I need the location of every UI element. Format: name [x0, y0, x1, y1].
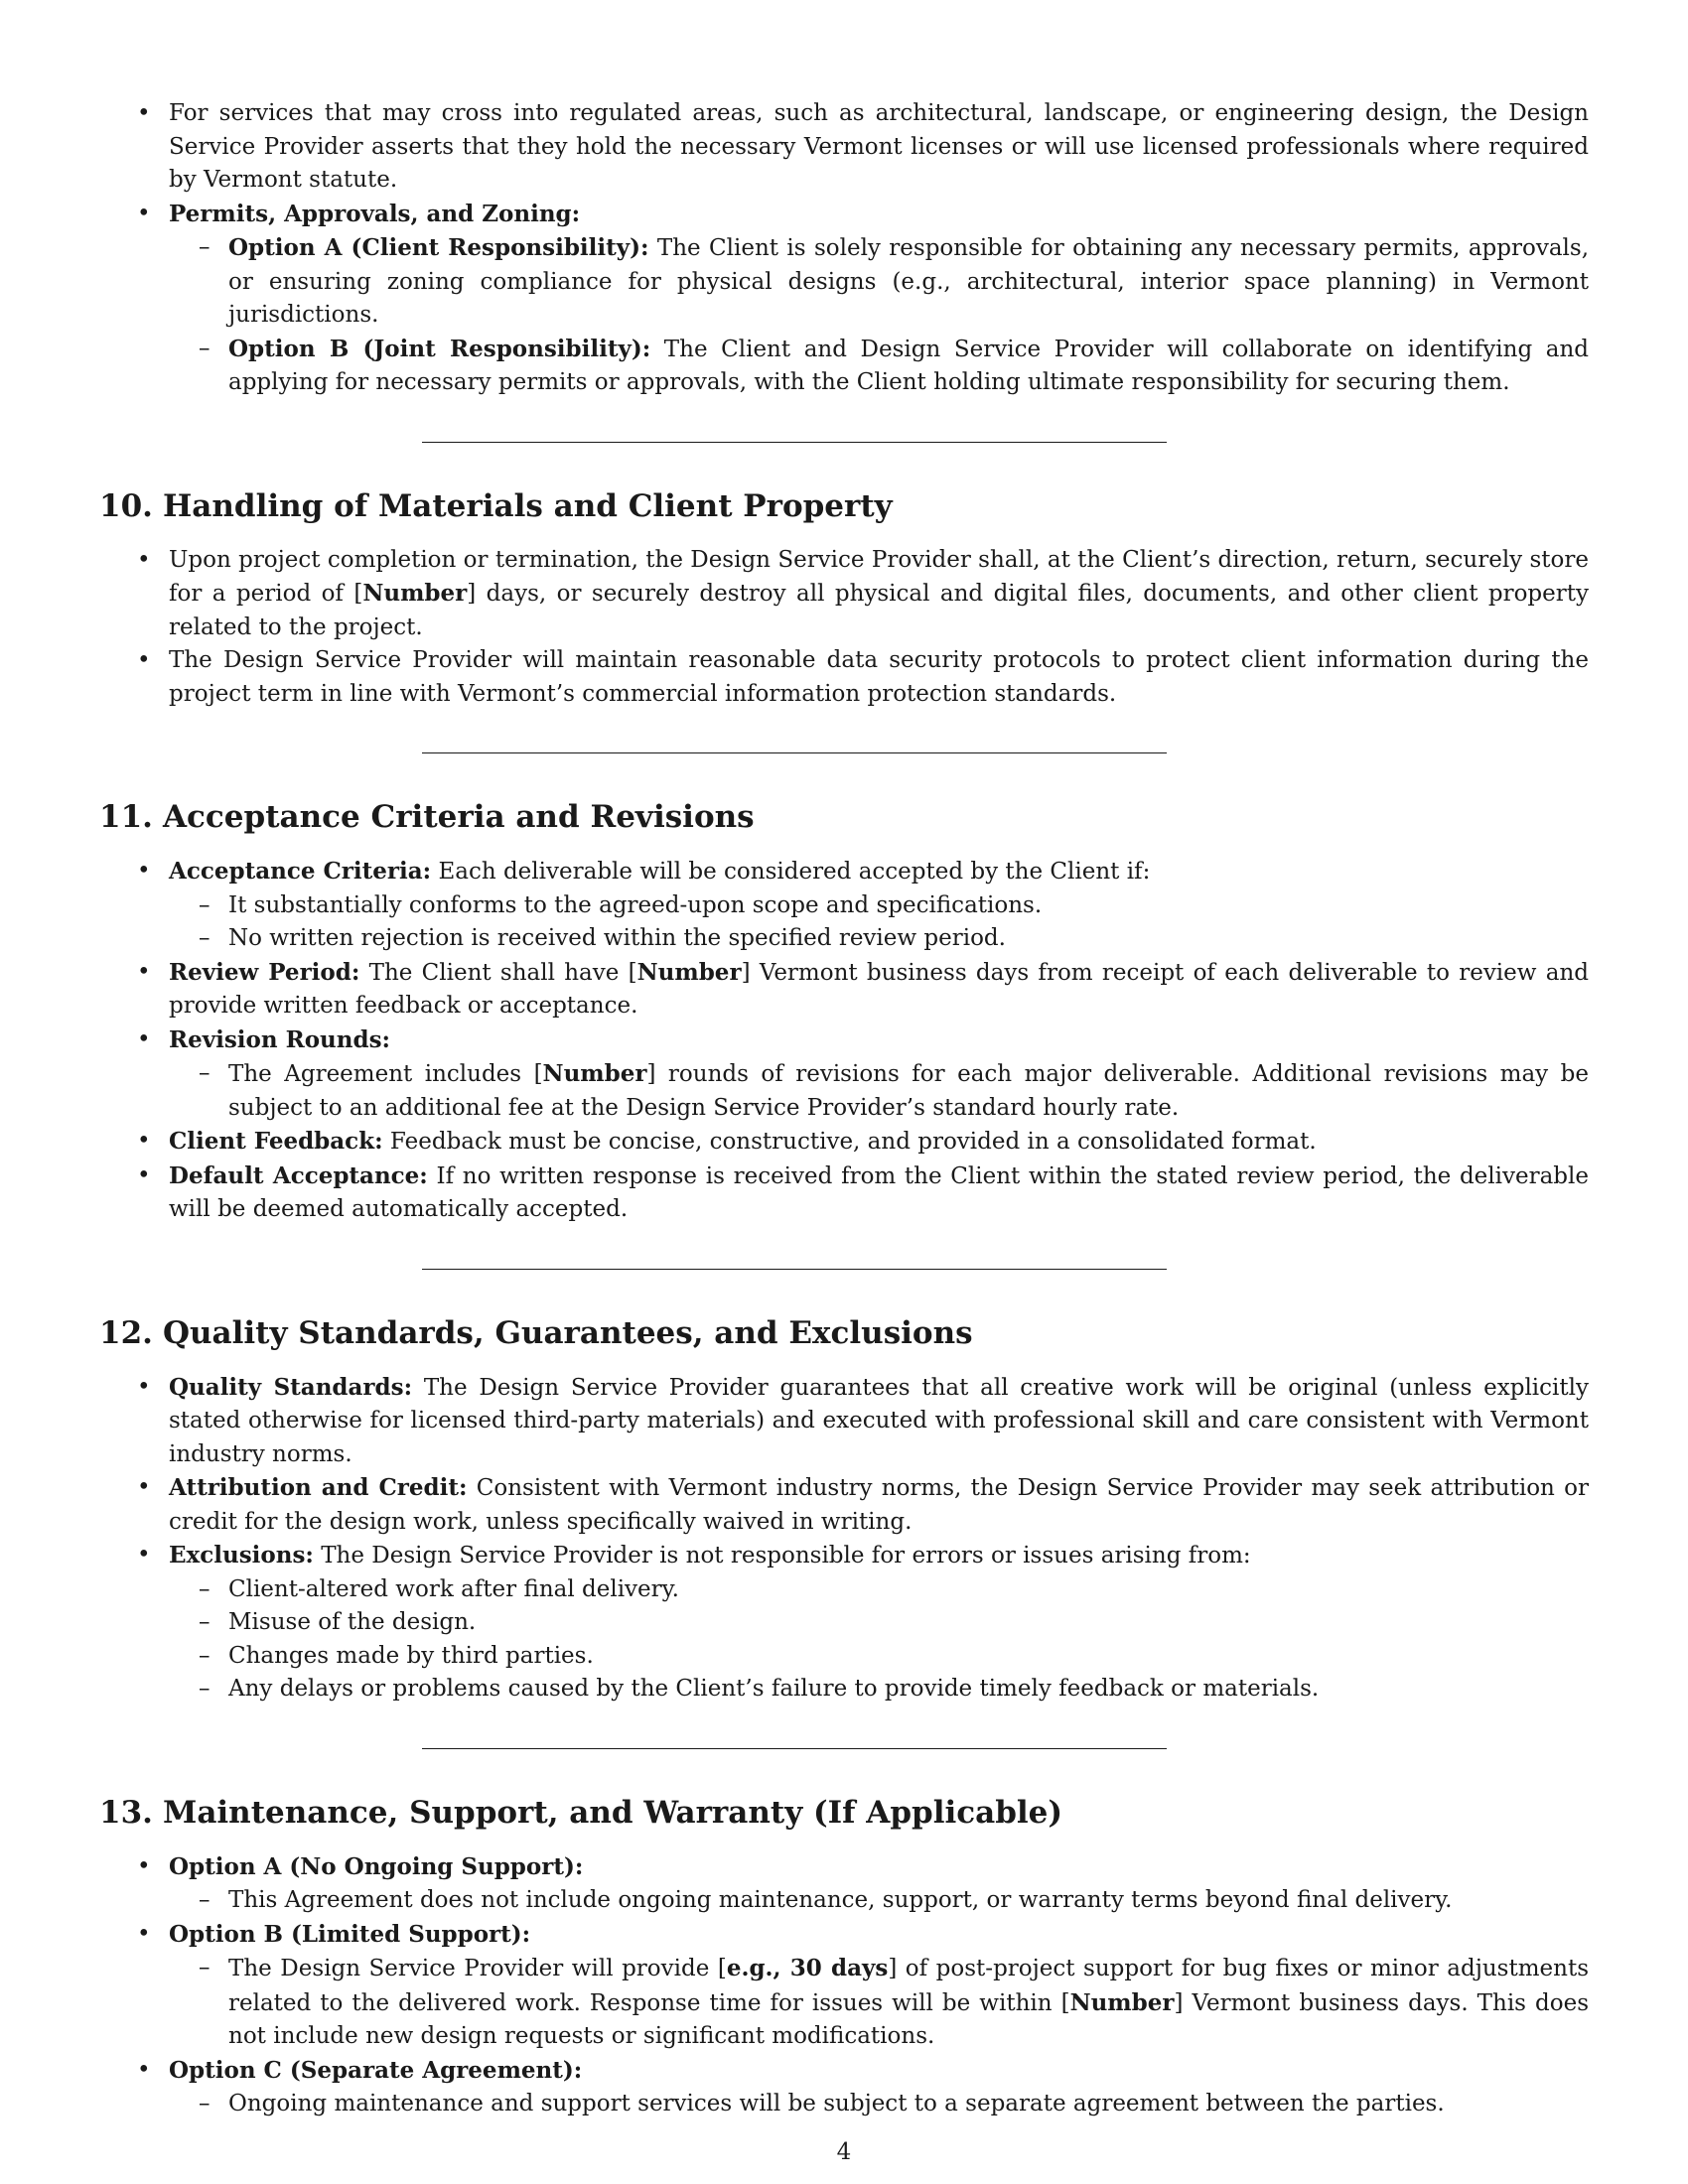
revision-sublist [169, 1057, 1589, 1125]
list-item: • Client Feedback: Feedback must be concise, constructive, and provided in a consolidated format. [99, 1125, 1589, 1160]
section-divider [422, 1748, 1167, 1749]
section-11-heading: 11. Acceptance Criteria and Revisions [99, 799, 755, 835]
section-divider [422, 1269, 1167, 1270]
list-item: • Review Period: The Client shall have [Number] Vermont business days from receipt of each deliverable to review and provide written feedback or acceptance. [99, 956, 1589, 1024]
section-12-heading: 12. Quality Standards, Guarantees, and Exclusions [99, 1314, 973, 1351]
list-item: – Ongoing maintenance and support services will be subject to a separate agreement between the parties. [169, 2088, 1589, 2121]
list-item: • Quality Standards: The Design Service Provider guarantees that all creative work will be original (unless explicitly stated otherwise for licensed third-party materials) and executed with professional skill and care consistent with Vermont industry norms. [99, 1371, 1589, 1472]
list-item: – Misuse of the design. [169, 1606, 1589, 1640]
top-bullet-list [99, 97, 1589, 400]
section-divider [422, 442, 1167, 443]
section-13-heading: 13. Maintenance, Support, and Warranty (If Applicable) [99, 1794, 1063, 1831]
permits-sublist [169, 231, 1589, 400]
permits-label: Permits, Approvals, and Zoning: [169, 200, 581, 227]
section-10-heading: 10. Handling of Materials and Client Property [99, 487, 893, 524]
list-item: • Option A (No Ongoing Support): – This Agreement does not include ongoing maintenance, support, or warranty terms beyond final delivery. [99, 1850, 1589, 1918]
list-item [99, 198, 1589, 400]
list-item: – Option A (Client Responsibility): The Client is solely responsible for obtaining any necessary permits, approvals, or ensuring zoning compliance for physical designs (e.g., architectural, interior space planning) in Vermont jurisdictions. [169, 231, 1589, 333]
list-item: • For services that may cross into regulated areas, such as architectural, landscape, or engineering design, the Design Service Provider asserts that they hold the necessary Vermont licenses or will use licensed professionals where required by Vermont statute. [99, 97, 1589, 198]
list-item: – Changes made by third parties. [169, 1640, 1589, 1674]
list-item: • Revision Rounds: – The Agreement includes [Number] rounds of revisions for each major deliverable. Additional revisions may be subject to an additional fee at the Design Service Provider’s standard hourly rate. [99, 1024, 1589, 1126]
list-item: – This Agreement does not include ongoing maintenance, support, or warranty terms beyond final delivery. [169, 1884, 1589, 1918]
section-10-list [99, 544, 1589, 712]
page-number: 4 [836, 2139, 852, 2165]
list-item: • Attribution and Credit: Consistent with Vermont industry norms, the Design Service Provider may seek attribution or credit for the design work, unless specifically waived in writing. [99, 1471, 1589, 1539]
acceptance-sublist [169, 889, 1589, 956]
section-11-list [99, 855, 1589, 1227]
section-divider [422, 752, 1167, 753]
list-item: • Option C (Separate Agreement): – Ongoing maintenance and support services will be subject to a separate agreement between the parties. [99, 2054, 1589, 2121]
list-item: • Upon project completion or termination, the Design Service Provider shall, at the Client’s direction, return, securely store for a period of [Number] days, or securely destroy all physical and digital files, documents, and other client property related to the project. [99, 544, 1589, 645]
list-item: • Option B (Limited Support): – The Design Service Provider will provide [e.g., 30 days] of post-project support for bug fixes or minor adjustments related to the delivered work. Response time for issues will be within [Number] Vermont business days. This does not include new design requests or significant modifications. [99, 1918, 1589, 2054]
list-item: – Any delays or problems caused by the Client’s failure to provide timely feedback or materials. [169, 1673, 1589, 1706]
list-item: – The Agreement includes [Number] rounds of revisions for each major deliverable. Additional revisions may be subject to an additional fee at the Design Service Provider’s standard hourly rate. [169, 1057, 1589, 1125]
list-item: – The Design Service Provider will provide [e.g., 30 days] of post-project support for bug fixes or minor adjustments related to the delivered work. Response time for issues will be within [Number] Vermont business days. This does not include new design requests or significant modifications. [169, 1952, 1589, 2054]
exclusions-sublist [169, 1573, 1589, 1706]
list-item: – No written rejection is received within the specified review period. [169, 922, 1589, 956]
section-13-list [99, 1850, 1589, 2121]
section-12-list [99, 1371, 1589, 1706]
list-item: – It substantially conforms to the agreed-upon scope and specifications. [169, 889, 1589, 923]
document-page [99, 97, 1589, 2121]
option-c-sublist [169, 2088, 1589, 2121]
list-item: • Acceptance Criteria: Each deliverable will be considered accepted by the Client if: – It substantially conforms to the agreed-upon scope and specifications. – No written rejection is received within the specified review period. [99, 855, 1589, 956]
list-item: – Client-altered work after final delivery. [169, 1573, 1589, 1607]
list-item: • The Design Service Provider will maintain reasonable data security protocols to protect client information during the project term in line with Vermont’s commercial information protection standards. [99, 644, 1589, 711]
list-item: • Default Acceptance: If no written response is received from the Client within the stated review period, the deliverable will be deemed automatically accepted. [99, 1160, 1589, 1227]
list-item: • Exclusions: The Design Service Provider is not responsible for errors or issues arising from: – Client-altered work after final delivery. – Misuse of the design. – Changes made by third parties. – Any delays or problems caused by the Client’s failure to provide timely feedback or materials. [99, 1539, 1589, 1706]
option-a-sublist [169, 1884, 1589, 1918]
option-b-sublist [169, 1952, 1589, 2054]
list-item: – Option B (Joint Responsibility): The Client and Design Service Provider will collaborate on identifying and applying for necessary permits or approvals, with the Client holding ultimate responsibility for securing them. [169, 333, 1589, 400]
